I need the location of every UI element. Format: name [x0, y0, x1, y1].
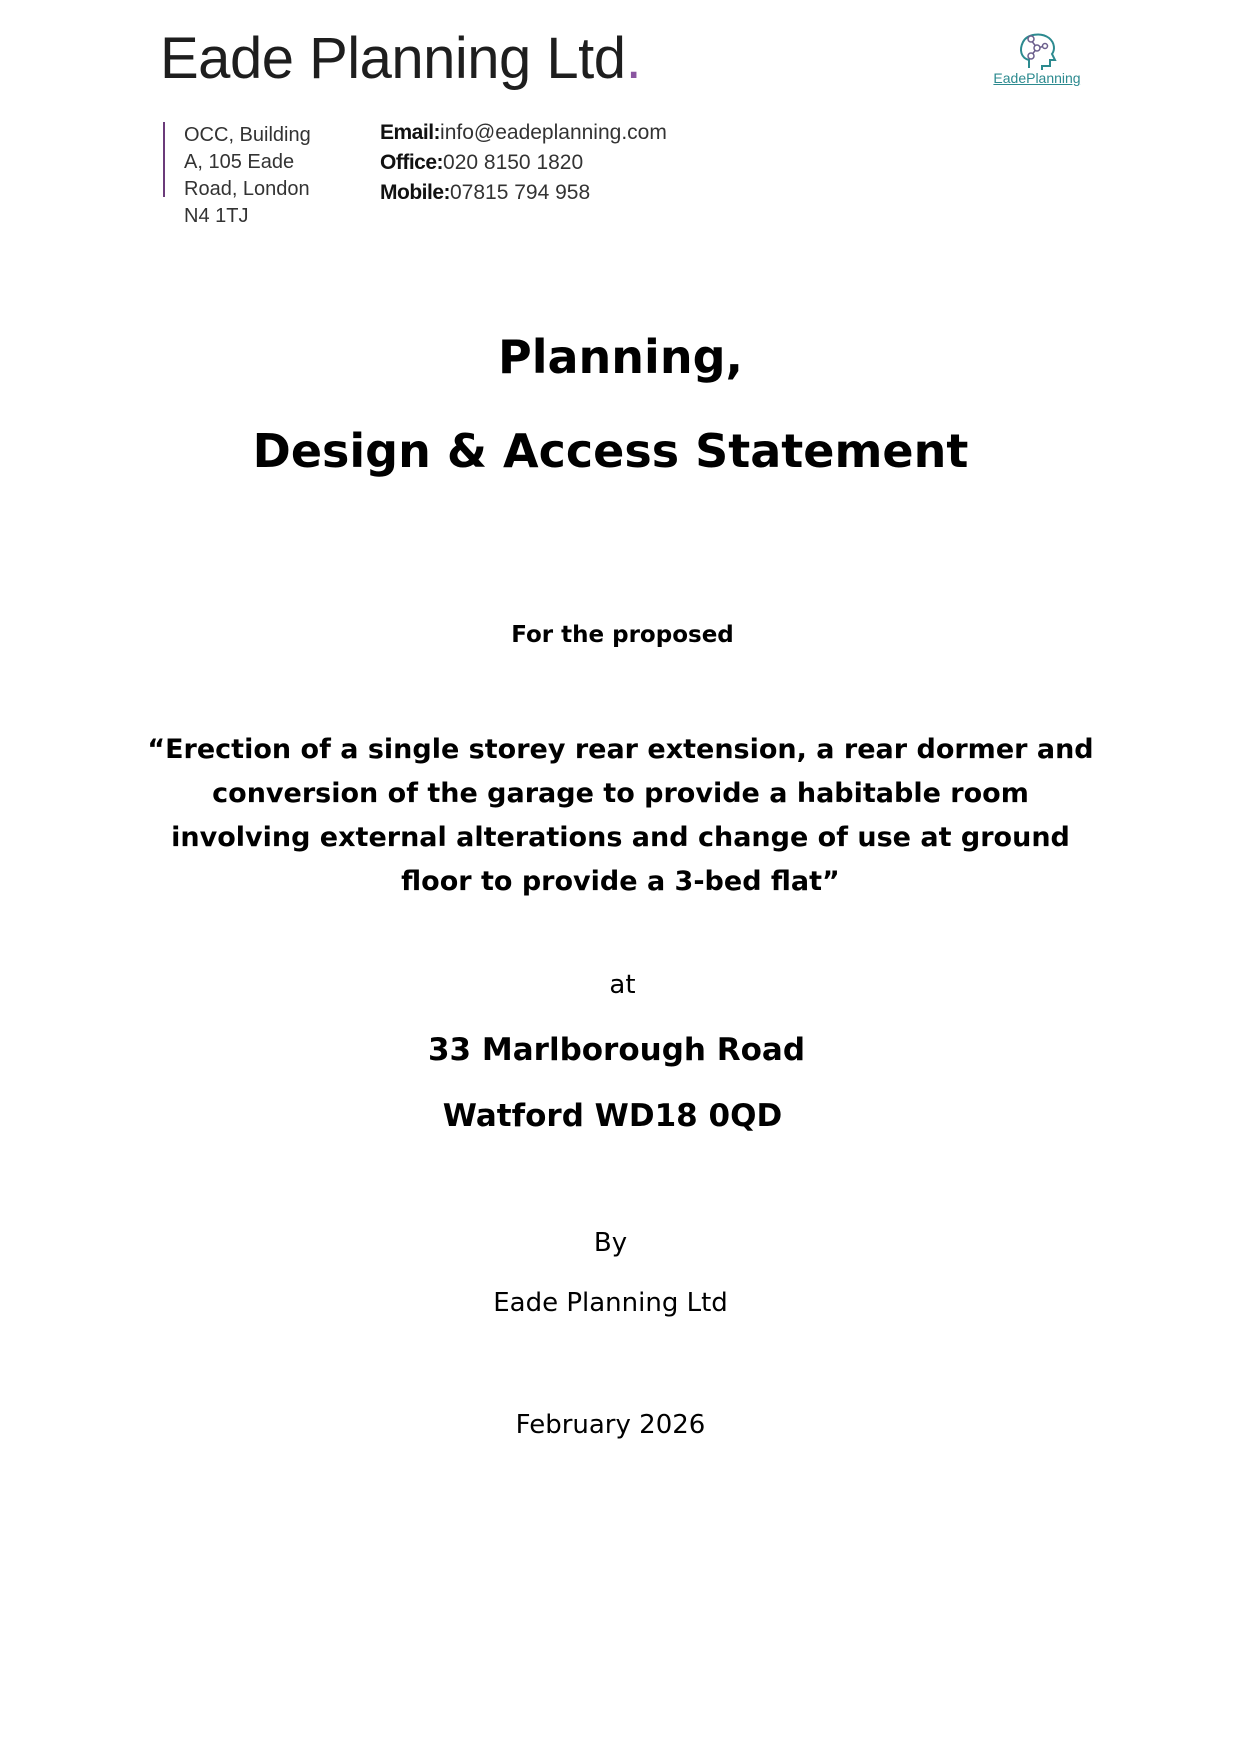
contact-mobile: [380, 178, 667, 208]
contact-label: Email:: [380, 121, 441, 144]
contact-details: [380, 118, 667, 208]
company-name: Eade Planning Ltd.: [160, 26, 642, 91]
author-name: Eade Planning Ltd: [493, 1288, 728, 1318]
head-network-icon: [1011, 30, 1063, 72]
contact-value: 07815 794 958: [450, 181, 591, 204]
at-text: at: [609, 970, 636, 1000]
site-address-line2: Watford WD18 0QD: [442, 1098, 783, 1134]
address-line: OCC, Building: [184, 124, 311, 146]
site-address-line1: 33 Marlborough Road: [427, 1032, 806, 1068]
contact-label: Mobile:: [380, 181, 450, 204]
document-date: February 2026: [515, 1410, 706, 1440]
office-address: [184, 122, 344, 230]
contact-value: 020 8150 1820: [443, 151, 584, 174]
contact-email: [380, 118, 667, 148]
address-line: N4 1TJ: [184, 205, 249, 227]
proposal-description: “Erection of a single storey rear extension, a rear dormer and conversion of the garage to provide a habitable room involving external alterations and change of use at ground floor to provide a 3-bed flat”: [147, 734, 1094, 897]
company-logo: [984, 30, 1090, 92]
contact-office: [380, 148, 667, 178]
company-name-dot: .: [625, 26, 642, 91]
address-line: A, 105 Eade: [184, 151, 295, 173]
document-title-line1: Planning,: [498, 330, 743, 384]
address-divider: [163, 122, 165, 197]
logo-text: EadePlanning: [993, 70, 1081, 86]
by-text: By: [593, 1228, 628, 1258]
contact-label: Office:: [380, 151, 444, 174]
address-line: Road, London: [184, 178, 310, 200]
contact-value: info@eadeplanning.com: [440, 121, 667, 144]
for-proposed-text: For the proposed: [511, 622, 734, 648]
document-title-line2: Design & Access Statement: [252, 424, 969, 478]
